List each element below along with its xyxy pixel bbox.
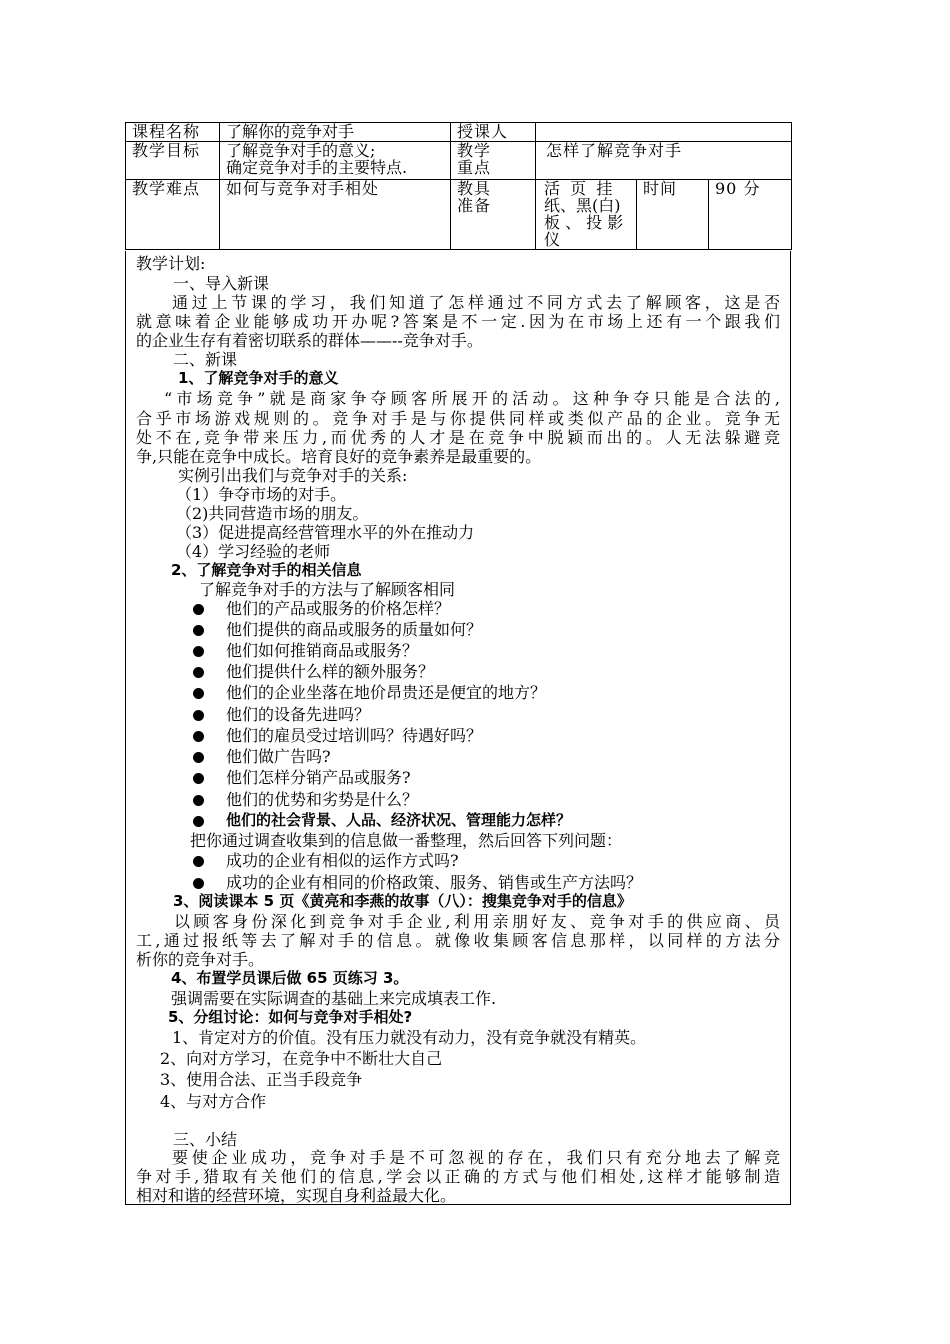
intro-paragraph-line-2: 就意味着企业能够成功开办呢?答案是不一定.因为在市场上还有一个跟我们 <box>136 312 780 331</box>
question-1: 他们的产品或服务的价格怎样？ <box>226 599 451 618</box>
relationship-2: （2)共同营造市场的朋友。 <box>176 504 369 523</box>
discussion-2: 2、向对方学习，在竞争中不断壮大自己 <box>160 1049 443 1068</box>
reading-line-2: 工,通过报纸等去了解对手的信息。就像收集顾客信息那样，以同样的方法分 <box>136 931 780 950</box>
section-3-title: 三、小结 <box>173 1130 238 1149</box>
course-name-value: 了解你的竞争对手 <box>220 123 451 142</box>
tools-line-1: 活 页 挂 <box>544 179 613 198</box>
tools-label <box>451 180 536 250</box>
question-8: 他们做广告吗? <box>226 747 331 766</box>
time-value: 90 分 <box>709 180 792 250</box>
bullet-icon <box>193 667 204 678</box>
heading-4: 4、布置学员课后做 65 页练习 3。 <box>171 969 409 987</box>
bullet-icon <box>193 646 204 657</box>
question-5: 他们的企业坐落在地价昂贵还是便宜的地方？ <box>226 683 547 702</box>
summary-line-3: 相对和谐的经营环境，实现自身利益最大化。 <box>136 1186 457 1205</box>
meaning-line-3: 处不在,竞争带来压力,而优秀的人才是在竞争中脱颖而出的。人无法躲避竞 <box>136 428 780 447</box>
bullet-icon <box>193 710 204 721</box>
discussion-3: 3、使用合法、正当手段竞争 <box>160 1070 363 1089</box>
goal-line-1: 了解竞争对手的意义; <box>226 141 376 160</box>
tools-label-line-2: 准备 <box>457 196 492 215</box>
course-name-label: 课程名称 <box>126 123 220 142</box>
heading-2: 2、了解竞争对手的相关信息 <box>171 561 362 579</box>
tools-line-2: 纸、黑(白) <box>544 196 621 215</box>
question-4: 他们提供什么样的额外服务？ <box>226 662 435 681</box>
relationship-intro: 实例引出我们与竞争对手的关系: <box>178 466 408 485</box>
section-2-title: 二、新课 <box>173 350 238 369</box>
heading-5: 5、分组讨论：如何与竞争对手相处? <box>168 1008 413 1026</box>
discussion-1: 1、肯定对方的价值。没有压力就没有动力，没有竞争就没有精英。 <box>172 1028 647 1047</box>
relationship-1: （1）争夺市场的对手。 <box>176 485 347 504</box>
key-label-line-2: 重点 <box>457 158 492 177</box>
meaning-line-1: “市场竞争”就是商家争夺顾客所展开的活动。这种争夺只能是合法的, <box>164 389 780 408</box>
question-3: 他们如何推销商品或服务？ <box>226 641 419 660</box>
question-12: 成功的企业有相似的运作方式吗? <box>226 851 459 870</box>
goal-line-2: 确定竞争对手的主要特点. <box>226 158 408 177</box>
intro-paragraph-line-3: 的企业生存有着密切联系的群体——--竞争对手。 <box>136 331 483 350</box>
meaning-line-2: 合乎市场游戏规则的。竞争对手是与你提供同样或类似产品的企业。竞争无 <box>136 409 780 428</box>
bullet-icon <box>193 856 204 867</box>
relationship-4: （4）学习经验的老师 <box>176 542 331 561</box>
question-13: 成功的企业有相同的价格政策、服务、销售或生产方法吗？ <box>226 873 643 892</box>
bullet-icon <box>193 688 204 699</box>
lesson-header-table <box>125 122 792 250</box>
reading-line-3: 析你的竞争对手。 <box>136 950 265 969</box>
summary-line-1: 要使企业成功，竞争对手是不可忽视的存在，我们只有充分地去了解竞 <box>172 1148 780 1167</box>
difficulty-value: 如何与竞争对手相处 <box>220 180 451 250</box>
tools-value <box>536 180 637 250</box>
teacher-label: 授课人 <box>451 123 536 142</box>
section-1-title: 一、导入新课 <box>173 274 270 293</box>
question-11: 他们的社会背景、人品、经济状况、管理能力怎样？ <box>226 811 572 829</box>
intro-paragraph-line-1: 通过上节课的学习，我们知道了怎样通过不同方式去了解顾客，这是否 <box>172 293 780 312</box>
bullet-icon <box>193 795 204 806</box>
key-point-label <box>451 142 536 180</box>
info-method-line: 了解竞争对手的方法与了解顾客相同 <box>199 580 456 599</box>
time-label: 时间 <box>637 180 709 250</box>
question-6: 他们的设备先进吗？ <box>226 705 371 724</box>
difficulty-label: 教学难点 <box>126 180 220 250</box>
key-point-value: 怎样了解竞争对手 <box>536 142 792 180</box>
relationship-3: （3）促进提高经营管理水平的外在推动力 <box>176 523 475 542</box>
tools-line-4: 仪 <box>544 230 561 249</box>
homework-note: 强调需要在实际调查的基础上来完成填表工作. <box>171 989 497 1008</box>
tools-line-3: 板 、 投 影 <box>544 213 624 232</box>
bullet-icon <box>193 625 204 636</box>
question-10: 他们的优势和劣势是什么？ <box>226 790 419 809</box>
teacher-value <box>536 123 792 142</box>
bullet-icon <box>193 731 204 742</box>
bullet-icon <box>193 604 204 615</box>
question-7: 他们的雇员受过培训吗？待遇好吗？ <box>226 726 483 745</box>
tools-label-line-1: 教具 <box>457 179 492 198</box>
question-9: 他们怎样分销产品或服务? <box>226 768 411 787</box>
meaning-line-4: 争,只能在竞争中成长。培育良好的竞争素养是最重要的。 <box>136 447 542 466</box>
teaching-plan-body <box>125 251 791 1205</box>
reading-line-1: 以顾客身份深化到竞争对手企业,利用亲朋好友、竞争对手的供应商、员 <box>174 912 780 931</box>
bullet-icon <box>193 878 204 889</box>
teaching-goal-value <box>220 142 451 180</box>
bullet-icon <box>193 773 204 784</box>
organize-info-line: 把你通过调查收集到的信息做一番整理，然后回答下列问题： <box>190 831 623 850</box>
bullet-icon <box>193 816 204 827</box>
key-label-line-1: 教学 <box>457 141 492 160</box>
question-2: 他们提供的商品或服务的质量如何？ <box>226 620 483 639</box>
teaching-goal-label: 教学目标 <box>126 142 220 180</box>
summary-line-2: 争对手,猎取有关他们的信息,学会以正确的方式与他们相处,这样才能够制造 <box>136 1167 780 1186</box>
heading-3: 3、阅读课本 5 页《黄亮和李燕的故事（八）：搜集竞争对手的信息》 <box>173 892 632 910</box>
heading-1: 1、了解竞争对手的意义 <box>178 369 339 387</box>
discussion-4: 4、与对方合作 <box>160 1092 267 1111</box>
plan-title: 教学计划: <box>136 254 206 273</box>
bullet-icon <box>193 752 204 763</box>
